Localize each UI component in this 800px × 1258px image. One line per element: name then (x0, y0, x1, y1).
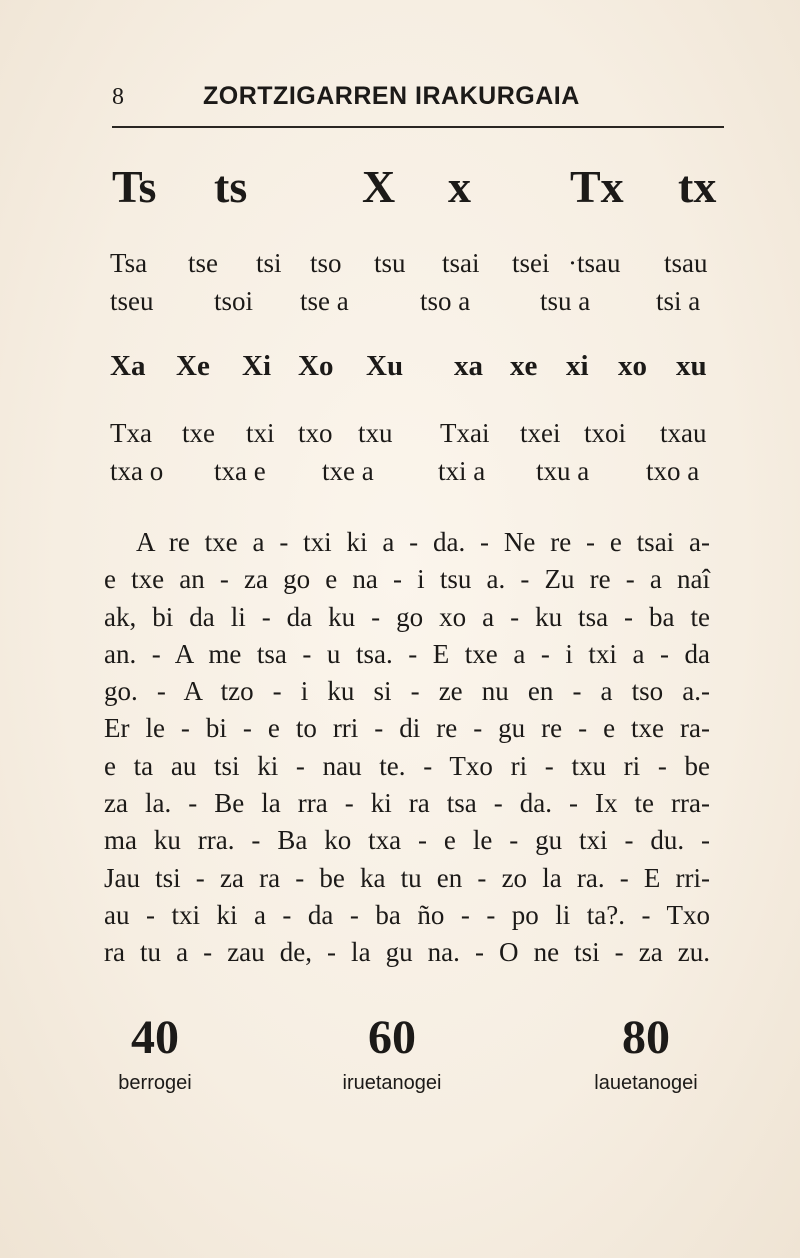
number-40 (100, 1010, 210, 1095)
passage-line: A re txe a - txi ki a - da. - Ne re - e tsai a- (136, 527, 710, 557)
passage-line: au - txi ki a - da - ba ño - - po li ta?. - Txo (104, 899, 710, 930)
syllable: tsu a (540, 286, 591, 316)
syllable: Xo (298, 350, 334, 382)
syllable: txoi (584, 418, 627, 448)
syllable: txe a (322, 456, 374, 486)
passage-line: ak, bi da li - da ku - go xo a - ku tsa - ba te (104, 601, 710, 632)
page-header (108, 80, 728, 120)
number-word: berrogei (118, 1072, 192, 1094)
letter-x: x (448, 161, 471, 212)
number-value: 60 (368, 1011, 416, 1064)
number-word: lauetanogei (594, 1072, 698, 1094)
letter-tx: tx (678, 161, 717, 212)
syllable: Xu (366, 350, 404, 382)
passage-line: an. - A me tsa - u tsa. - E txe a - i txi a - da (104, 638, 710, 669)
tx-syllables-row-1 (110, 418, 730, 458)
syllable: tse a (300, 286, 349, 316)
syllable: tsai (442, 248, 480, 278)
syllable: txau (660, 418, 707, 448)
syllable: xi (566, 350, 589, 382)
numbers-section (100, 1010, 720, 1100)
letter-ts: ts (214, 161, 248, 212)
letter-Ts: Ts (112, 161, 157, 212)
letter-pairs-row (110, 160, 730, 220)
syllable: txi (246, 418, 275, 448)
passage-line: e txe an - za go e na - i tsu a. - Zu re - a naî (104, 564, 710, 595)
syllable: txu (358, 418, 393, 448)
reading-passage (104, 524, 710, 972)
syllable: tsi (256, 248, 282, 278)
passage-line: ma ku rra. - Ba ko txa - e le - gu txi - du. - (104, 825, 710, 856)
passage-line: za la. - Be la rra - ki ra tsa - da. - Ix te rra- (104, 788, 710, 819)
syllable: Tsa (110, 248, 148, 278)
syllable: tseu (110, 286, 154, 316)
syllable: Txai (440, 418, 490, 448)
number-word: iruetanogei (342, 1072, 442, 1094)
syllable: tsei (512, 248, 550, 278)
syllable: xu (676, 350, 707, 382)
syllable: ·tsau (568, 248, 621, 278)
number-value: 80 (622, 1011, 670, 1064)
letter-X: X (362, 161, 396, 212)
running-title: ZORTZIGARREN IRAKURGAIA (203, 82, 580, 110)
passage-line: Er le - bi - e to rri - di re - gu re - e txe ra- (104, 713, 710, 744)
ts-syllables-row-1 (110, 248, 730, 288)
syllable: Xe (176, 350, 210, 382)
ts-syllables-row-2 (110, 286, 730, 326)
letter-Tx: Tx (570, 161, 624, 212)
syllable: Xi (242, 350, 271, 382)
syllable: txo (298, 418, 333, 448)
passage-line: go. - A tzo - i ku si - ze nu en - a tso a.- (104, 676, 710, 707)
syllable: Txa (110, 418, 152, 448)
tx-syllables-row-2 (110, 456, 730, 496)
syllable: tso (310, 248, 342, 278)
x-syllables-row (110, 350, 730, 390)
syllable: tsau (664, 248, 708, 278)
page-number: 8 (112, 84, 124, 110)
syllable: xa (454, 350, 483, 382)
syllable: txa o (110, 456, 164, 486)
syllable: txei (520, 418, 561, 448)
syllable: xo (618, 350, 647, 382)
passage-line: Jau tsi - za ra - be ka tu en - zo la ra. - E rri- (104, 862, 710, 893)
syllable: tse (188, 248, 218, 278)
passage-line: e ta au tsi ki - nau te. - Txo ri - txu ri - be (104, 750, 710, 781)
number-value: 40 (131, 1011, 179, 1064)
passage-line: ra tu a - zau de, - la gu na. - O ne tsi - za zu. (104, 937, 710, 968)
syllable: Xa (110, 350, 146, 382)
syllable: tso a (420, 286, 471, 316)
syllable: tsu (374, 248, 406, 278)
syllable: txa e (214, 456, 266, 486)
number-80 (576, 1010, 716, 1095)
number-60 (322, 1010, 462, 1095)
syllable: txu a (536, 456, 590, 486)
syllable: tsi a (656, 286, 701, 316)
syllable: txe (182, 418, 215, 448)
syllable: txo a (646, 456, 700, 486)
header-rule (112, 126, 724, 128)
syllable: txi a (438, 456, 486, 486)
syllable: xe (510, 350, 538, 382)
syllable: tsoi (214, 286, 254, 316)
